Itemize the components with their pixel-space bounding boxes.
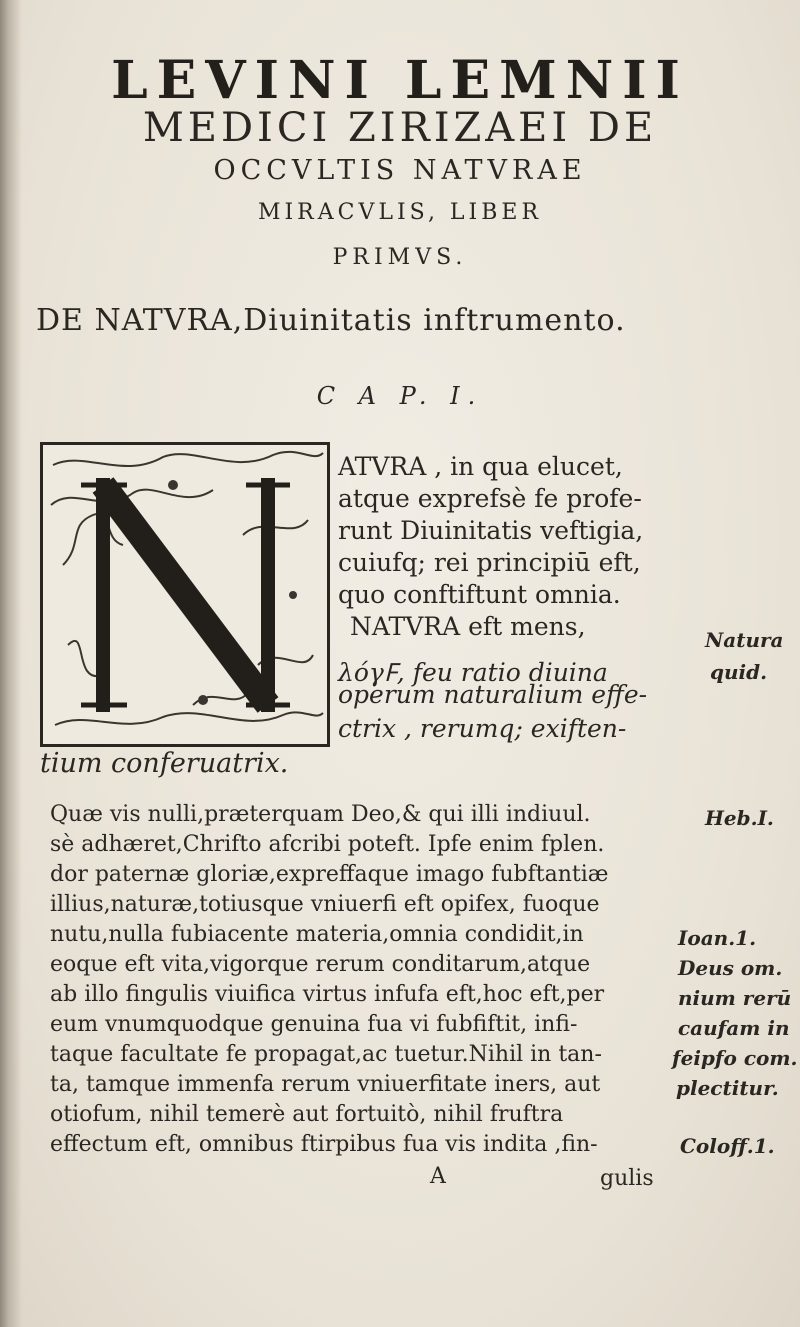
body-line-2: sè adhæret,Chrifto afcribi poteft. Ipfe enim fplen. xyxy=(50,832,605,857)
catchword: gulis xyxy=(600,1166,654,1191)
chapter-number: C A P. I. xyxy=(316,382,484,410)
margin-note-seipso: feipfo com. xyxy=(672,1046,798,1070)
decorated-initial xyxy=(40,442,330,747)
margin-note-causam: caufam in xyxy=(678,1016,790,1040)
signature-mark: A xyxy=(430,1164,446,1189)
margin-note-plectitur: plectitur. xyxy=(676,1076,779,1100)
title-line-2: MEDICI ZIRIZAEI DE xyxy=(142,105,658,151)
body-line-1: Quæ vis nulli,præterquam Deo,& qui illi indiuul. xyxy=(50,802,591,827)
intro-line-7: λόγ𝈓, feu ratio diuina xyxy=(338,658,608,687)
title-line-5: PRIMVS. xyxy=(332,245,468,270)
body-line-9: taque facultate fe propagat,ac tuetur.Nihil in tan- xyxy=(50,1042,602,1067)
body-line-8: eum vnumquodque genuina fua vi fubfiftit, infi- xyxy=(50,1012,578,1037)
margin-note-coloss: Coloff.1. xyxy=(680,1134,775,1158)
body-line-7: ab illo fingulis viuifica virtus infufa eft,hoc eft,per xyxy=(50,982,605,1007)
margin-note-quid: quid. xyxy=(710,660,768,684)
body-line-5: nutu,nulla fubiacente materia,omnia condidit,in xyxy=(50,922,584,947)
body-line-10: ta, tamque immenfa rerum vniuerfitate iners, aut xyxy=(50,1072,601,1097)
intro-line-10: tium conferuatrix. xyxy=(40,748,289,779)
title-line-3: OCCVLTIS NATVRAE xyxy=(213,155,587,186)
title-line-1: LEVINI LEMNII xyxy=(111,50,689,111)
intro-line-9: ctrix , rerumq; exiften- xyxy=(338,714,627,743)
margin-note-deus: Deus om. xyxy=(678,956,783,980)
intro-line-6: NATVRA eft mens, xyxy=(350,612,586,641)
body-line-12: effectum eft, omnibus ftirpibus fua vis indita ,fin- xyxy=(50,1132,598,1157)
margin-note-nium: nium rerū xyxy=(678,986,792,1010)
title-line-4: MIRACVLIS, LIBER xyxy=(257,200,543,225)
intro-line-3: runt Diuinitatis veftigia, xyxy=(338,516,644,545)
body-line-4: illius,naturæ,totiusque vniuerfi eft opifex, fuoque xyxy=(50,892,600,917)
intro-line-1: ATVRA , in qua elucet, xyxy=(338,452,623,481)
intro-line-5: quo conftiftunt omnia. xyxy=(338,580,621,609)
margin-note-ioan: Ioan.1. xyxy=(678,926,757,950)
body-line-3: dor paternæ gloriæ,expreffaque imago fubftantiæ xyxy=(50,862,609,887)
margin-note-natura: Natura xyxy=(705,628,784,652)
intro-line-2: atque exprefsè fe profe- xyxy=(338,484,642,513)
body-line-11: otiofum, nihil temerè aut fortuitò, nihil fruftra xyxy=(50,1102,564,1127)
body-line-6: eoque eft vita,vigorque rerum conditarum,atque xyxy=(50,952,591,977)
intro-line-8: operum naturalium effe- xyxy=(338,680,648,709)
margin-note-heb: Heb.I. xyxy=(705,806,774,830)
ornament-icon xyxy=(43,445,327,744)
chapter-heading: DE NATVRA,Diuinitatis inftrumento. xyxy=(36,303,626,338)
intro-line-4: cuiufq; rei principiū eft, xyxy=(338,548,641,577)
